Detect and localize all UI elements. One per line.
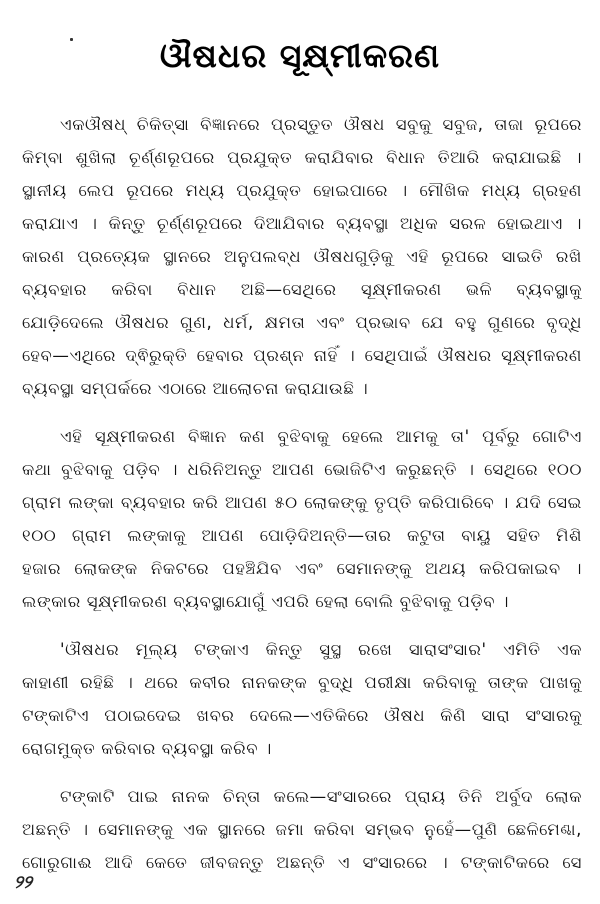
page-number: ୨୨: [14, 872, 32, 893]
text-line: କାରଣ ପ୍ରତ୍ୟେକ ସ୍ଥାନରେ ଅନୁପଲବ୍ଧ ଔଷଧଗୁଡ଼ିକୁ ଏହି ରୂପରେ ସାଇତି ରଖି: [22, 247, 582, 266]
text-line: ଗ୍ରାମ ଲଙ୍କା ବ୍ୟବହାର କରି ଆପଣ ୫୦ ଲୋକଙ୍କୁ ତୃପ୍ତି କରିପାରିବେ । ଯଦି ସେଇ: [22, 493, 582, 512]
body-text: [22, 108, 582, 894]
text-line: ସ୍ଥାନୀୟ ଲେପ ରୂପରେ ମଧ୍ୟ ପ୍ରଯୁକ୍ତ ହୋଇପାରେ । ମୌଖିକ ମଧ୍ୟ ଗ୍ରହଣ: [22, 181, 582, 200]
page-footer: [0, 868, 600, 904]
text-line: ଟଙ୍କାଟି ପାଇ ନାନକ ଚିନ୍ତା କଲେ—ସଂସାରରେ ପ୍ରାୟ ତିନି ଅର୍ବୁଦ ଲୋକ: [60, 787, 582, 806]
text-line: ଟଙ୍କାଟିଏ ପଠାଇଦେଇ ଖବର ଦେଲେ—ଏତିକିରେ ଔଷଧ କିଣି ସାରା ସଂସାରକୁ: [22, 706, 582, 725]
text-line: ଯୋଡ଼ିଦେଲେ ଔଷଧର ଗୁଣ, ଧର୍ମ, କ୍ଷମତା ଏବଂ ପ୍ରଭାବ ଯେ ବହୁ ଗୁଣରେ ବୃଦ୍ଧି: [22, 313, 582, 332]
text-line: ବ୍ୟବହାର କରିବା ବିଧାନ ଅଛି—ସେଥିରେ ସୂକ୍ଷ୍ମୀକରଣ ଭଳି ବ୍ୟବସ୍ଥାକୁ: [22, 280, 582, 299]
text-line: 'ଔଷଧର ମୂଲ୍ୟ ଟଙ୍କାଏ କିନ୍ତୁ ସୁସ୍ଥ ରଖେ ସାରାସଂସାର' ଏମିତି ଏକ: [60, 640, 582, 659]
paragraph-1: [22, 108, 582, 405]
paragraph-3: [22, 633, 582, 765]
text-line: ୧୦୦ ଗ୍ରାମ ଲଙ୍କାକୁ ଆପଣ ପୋଡ଼ିଦିଅନ୍ତି—ତାର କଟୁତା ବାୟୁ ସହିତ ମିଶି: [22, 526, 582, 545]
paragraph-2: [22, 420, 582, 618]
text-line: କାହାଣୀ ରହିଛି । ଥରେ କବୀର ନାନକଙ୍କ ବୁଦ୍ଧି ପରୀକ୍ଷା କରିବାକୁ ତାଙ୍କ ପାଖକୁ: [22, 673, 582, 692]
text-line: ହେବ—ଏଥିରେ ଦ୍ଵିରୁକ୍ତି ହେବାର ପ୍ରଶ୍ନ ନାହିଁ । ସେଥିପାଇଁ ଔଷଧର ସୂକ୍ଷ୍ମୀକରଣ: [22, 346, 582, 365]
text-line: ଏହି ସୂକ୍ଷ୍ମୀକରଣ ବିଜ୍ଞାନ କଣ ବୁଝିବାକୁ ହେଲେ ଆମକୁ ତା' ପୂର୍ବରୁ ଗୋଟିଏ: [60, 427, 582, 446]
paragraph-4: [22, 780, 582, 879]
text-line: ହଜାର ଲୋକଙ୍କ ନିକଟରେ ପହଞ୍ଚିଯିବ ଏବଂ ସେମାନଙ୍କୁ ଅଥୟ କରିପକାଇବ ।: [22, 559, 582, 578]
text-line: କଥା ବୁଝିବାକୁ ପଡ଼ିବ । ଧରିନିଅନ୍ତୁ ଆପଣ ଭୋଜିଟିଏ କରୁଛନ୍ତି । ସେଥିରେ ୧୦୦: [22, 460, 582, 479]
text-line: ରୋଗମୁକ୍ତ କରିବାର ବ୍ୟବସ୍ଥା କରିବ ।: [22, 739, 272, 758]
text-line: ବ୍ୟବସ୍ଥା ସମ୍ପର୍କରେ ଏଠାରେ ଆଲୋଚନା କରାଯାଉଛି ।: [22, 379, 369, 398]
text-line: ଲଙ୍କାର ସୂକ୍ଷ୍ମୀକରଣ ବ୍ୟବସ୍ଥାଯୋଗୁଁ ଏପରି ହେଲା ବୋଲି ବୁଝିବାକୁ ପଡ଼ିବ ।: [22, 592, 509, 611]
text-line: ଏକଔଷଧ୍ ଚିକିତ୍ସା ବିଜ୍ଞାନରେ ପ୍ରସ୍ତୁତ ଔଷଧ ସବୁକୁ ସବୁଜ, ତାଜା ରୂପରେ: [60, 115, 582, 134]
text-line: ଅଛନ୍ତି । ସେମାନଙ୍କୁ ଏକ ସ୍ଥାନରେ ଜମା କରିବା ସମ୍ଭବ ନୁହେଁ—ପୁଣି ଛେଳିମେଣ୍ଢା,: [22, 820, 582, 839]
text-line: ଗୋରୁଗାଈ ଆଦି କେତେ ଜୀବଜନ୍ତୁ ଅଛନ୍ତି ଏ ସଂସାରରେ । ଟଙ୍କାଟିକରେ ସେ: [22, 853, 582, 872]
text-line: କରାଯାଏ । କିନ୍ତୁ ଚୂର୍ଣ୍ଣରୂପରେ ଦିଆଯିବାର ବ୍ୟବସ୍ଥା ଅଧିକ ସରଳ ହୋଇଥାଏ ।: [22, 214, 582, 233]
text-line: କିମ୍ବା ଶୁଖିଲା ଚୂର୍ଣ୍ଣରୂପରେ ପ୍ରଯୁକ୍ତ କରାଯିବାର ବିଧାନ ତିଆରି କରାଯାଇଛି ।: [22, 148, 582, 167]
page-title: ଔଷଧର ସୂକ୍ଷ୍ମୀକରଣ: [159, 36, 441, 75]
